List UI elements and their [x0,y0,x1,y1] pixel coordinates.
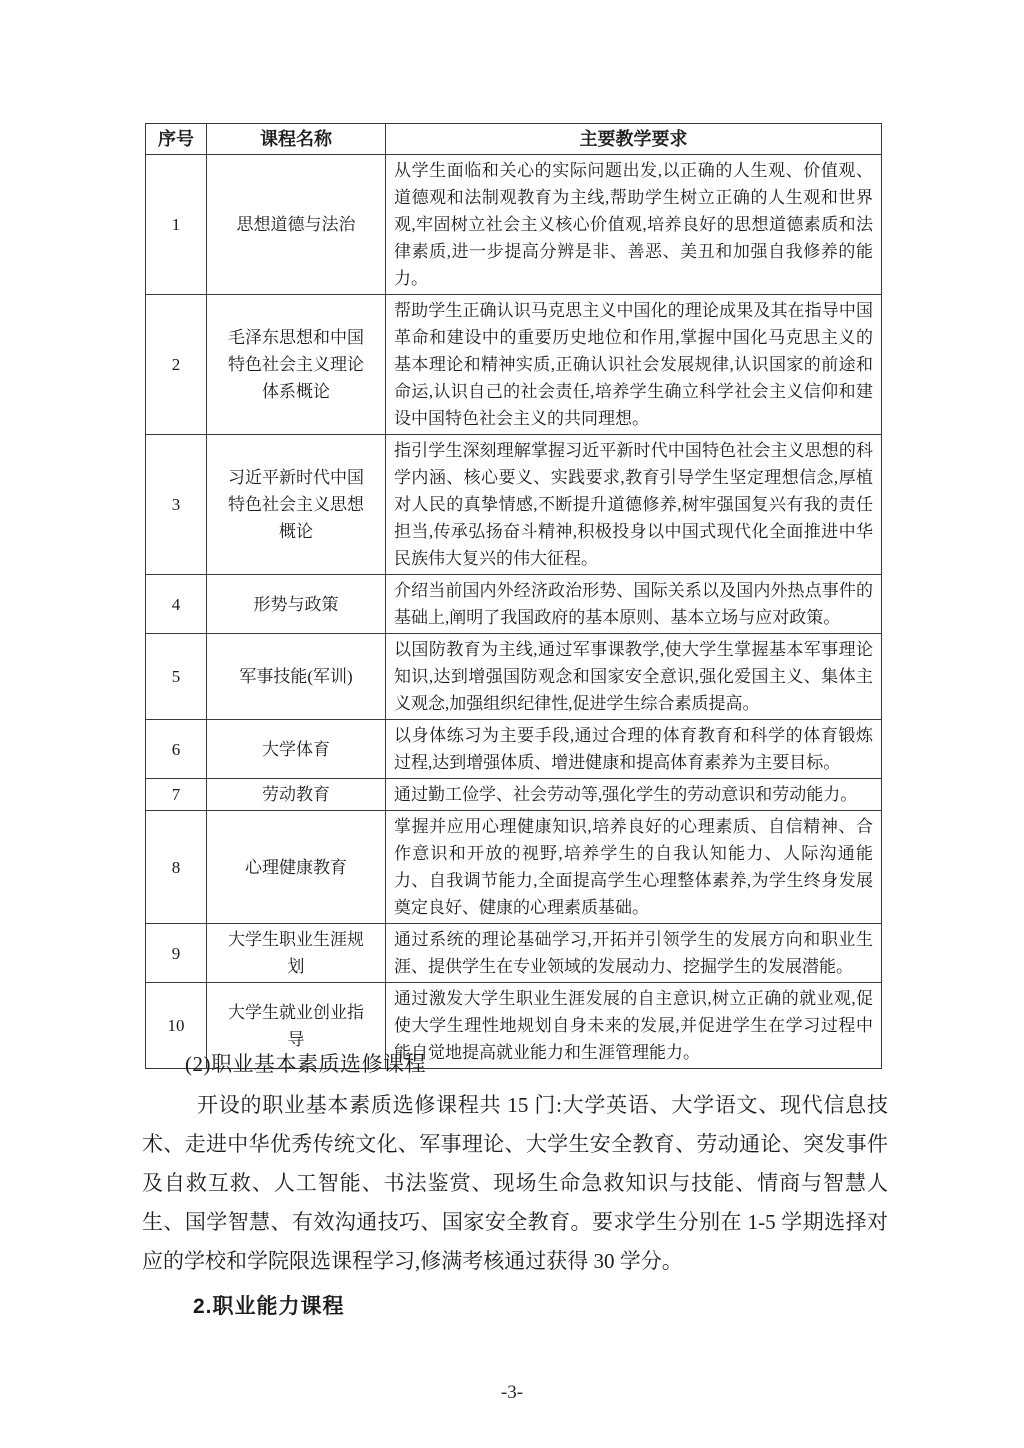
course-name-cell: 形势与政策 [207,575,386,634]
table-header-row [146,124,882,155]
section-heading: 2.职业能力课程 [193,1295,345,1318]
course-name-cell: 习近平新时代中国特色社会主义思想概论 [207,435,386,575]
course-name-cell: 大学体育 [207,720,386,779]
header-cell-course-name: 课程名称 [207,124,386,155]
table-row [146,924,882,983]
course-requirement-cell: 指引学生深刻理解掌握习近平新时代中国特色社会主义思想的科学内涵、核心要义、实践要求,教育引导学生坚定理想信念,厚植对人民的真挚情感,不断提升道德修养,树牢强国复兴有我的责任担当,传承弘扬奋斗精神,积极投身以中国式现代化全面推进中华民族伟大复兴的伟大征程。 [386,435,882,575]
course-name-cell: 毛泽东思想和中国特色社会主义理论体系概论 [207,295,386,435]
course-requirement-cell: 掌握并应用心理健康知识,培养良好的心理素质、自信精神、合作意识和开放的视野,培养学生的自我认知能力、人际沟通能力、自我调节能力,全面提高学生心理整体素养,为学生终身发展奠定良好、健康的心理素质基础。 [386,811,882,924]
row-number-cell: 1 [146,155,207,295]
row-number-cell: 3 [146,435,207,575]
course-table [145,123,882,1069]
row-number-cell: 8 [146,811,207,924]
course-requirement-cell: 以国防教育为主线,通过军事课教学,使大学生掌握基本军事理论知识,达到增强国防观念和国家安全意识,强化爱国主义、集体主义观念,加强组织纪律性,促进学生综合素质提高。 [386,634,882,720]
header-cell-requirements: 主要教学要求 [386,124,882,155]
course-requirement-cell: 通过系统的理论基础学习,开拓并引领学生的发展方向和职业生涯、提供学生在专业领域的发展动力、挖掘学生的发展潜能。 [386,924,882,983]
row-number-cell: 7 [146,779,207,811]
course-name-cell: 心理健康教育 [207,811,386,924]
course-requirement-cell: 通过激发大学生职业生涯发展的自主意识,树立正确的就业观,促使大学生理性地规划自身未来的发展,并促进学生在学习过程中能自觉地提高就业能力和生涯管理能力。 [386,983,882,1069]
course-requirement-cell: 通过勤工俭学、社会劳动等,强化学生的劳动意识和劳动能力。 [386,779,882,811]
course-name-cell: 大学生就业创业指导 [207,983,386,1069]
table-row [146,435,882,575]
course-requirement-cell: 以身体练习为主要手段,通过合理的体育教育和科学的体育锻炼过程,达到增强体质、增进健康和提高体育素养为主要目标。 [386,720,882,779]
row-number-cell: 4 [146,575,207,634]
table-row [146,295,882,435]
row-number-cell: 10 [146,983,207,1069]
subsection-heading: (2)职业基本素质选修课程 [185,1052,426,1076]
header-cell-no: 序号 [146,124,207,155]
row-number-cell: 9 [146,924,207,983]
table-row [146,779,882,811]
course-requirement-cell: 帮助学生正确认识马克思主义中国化的理论成果及其在指导中国革命和建设中的重要历史地位和作用,掌握中国化马克思主义的基本理论和精神实质,正确认识社会发展规律,认识国家的前途和命运,认识自己的社会责任,培养学生确立科学社会主义信仰和建设中国特色社会主义的共同理想。 [386,295,882,435]
course-table-body [146,155,882,1069]
course-requirement-cell: 介绍当前国内外经济政治形势、国际关系以及国内外热点事件的基础上,阐明了我国政府的基本原则、基本立场与应对政策。 [386,575,882,634]
body-paragraph: 开设的职业基本素质选修课程共 15 门:大学英语、大学语文、现代信息技术、走进中华优秀传统文化、军事理论、大学生安全教育、劳动通论、突发事件及自救互救、人工智能、书法鉴赏、现场生命急救知识与技能、情商与智慧人生、国学智慧、有效沟通技巧、国家安全教育。要求学生分别在 1-5 学期选择对应的学校和学院限选课程学习,修满考核通过获得 30 学分。 [142,1093,888,1273]
table-row [146,634,882,720]
row-number-cell: 5 [146,634,207,720]
course-name-cell: 思想道德与法治 [207,155,386,295]
row-number-cell: 6 [146,720,207,779]
course-name-cell: 军事技能(军训) [207,634,386,720]
page-number: -3- [500,1382,524,1403]
table-row [146,811,882,924]
table-row [146,720,882,779]
table-row [146,155,882,295]
table-row [146,575,882,634]
course-name-cell: 劳动教育 [207,779,386,811]
row-number-cell: 2 [146,295,207,435]
course-requirement-cell: 从学生面临和关心的实际问题出发,以正确的人生观、价值观、道德观和法制观教育为主线,帮助学生树立正确的人生观和世界观,牢固树立社会主义核心价值观,培养良好的思想道德素质和法律素质,进一步提高分辨是非、善恶、美丑和加强自我修养的能力。 [386,155,882,295]
course-name-cell: 大学生职业生涯规划 [207,924,386,983]
